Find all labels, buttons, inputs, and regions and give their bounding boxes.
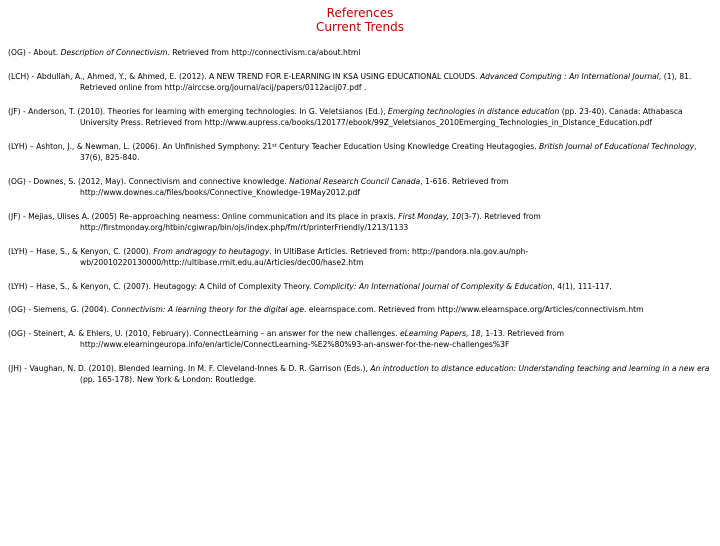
reference-text: (JF) - Mejias, Ulises A. (2005) Re–approaching nearness: Online communication and its place in praxis. — [8, 211, 399, 221]
reference-item — [8, 328, 712, 351]
reference-text: (pp. 23-40). Canada: Athabasca University Press. Retrieved from http://www.aupress.ca/books/120177/ebook/99Z_Veletsianos_2010Emerging_Technologies_in_Distance_Education.pdf — [80, 106, 683, 127]
reference-superscript: st — [272, 142, 277, 149]
reference-title: National Research Council Canada — [289, 176, 421, 186]
reference-text: (LYH) – Hase, S., & Kenyon, C. (2000). — [8, 246, 154, 256]
reference-text: , (1), 81. Retrieved online from http://airccse.org/journal/acij/papers/0112acij07.pdf . — [80, 71, 692, 92]
reference-item — [8, 211, 712, 234]
reference-item — [8, 363, 712, 386]
reference-text: . elearnspace.com. Retrieved from http://www.elearnspace.org/Articles/connectivism.htm — [304, 305, 644, 314]
reference-text: (JF) - Anderson, T. (2010). Theories for learning with emerging technologies. In G. Veletsianos (Ed.), — [8, 106, 388, 116]
reference-title: An introduction to distance education: Understanding teaching and learning in a new era — [370, 363, 710, 373]
reference-text: (pp. 165-178). New York & London: Routledge. — [80, 375, 257, 384]
reference-title: Complicity: An International Journal of Complexity & Education — [313, 281, 553, 291]
reference-title: Advanced Computing : An International Journal — [479, 71, 659, 81]
reference-text: (OG) - Downes, S. (2012, May). Connectivism and connective knowledge. — [8, 176, 290, 186]
reference-item — [8, 47, 712, 59]
reference-text: . Retrieved from http://connectivism.ca/about.html — [167, 48, 361, 57]
reference-item — [8, 141, 712, 164]
reference-text: (OG) - Steinert, A. & Ehlers, U. (2010, February). ConnectLearning – an answer for the new challenges. — [8, 328, 400, 338]
reference-title: First Monday, 10 — [398, 211, 462, 221]
reference-text: (OG) - Siemens, G. (2004). — [8, 305, 112, 314]
reference-text: (3-7). Retrieved from http://firstmonday.org/htbin/cgiwrap/bin/ojs/index.php/fm/rt/printerFriendly/1213/1133 — [80, 211, 541, 232]
reference-item — [8, 246, 712, 269]
reference-title: Description of Connectivism — [60, 48, 168, 57]
reference-title: Connectivism: A learning theory for the digital age — [111, 305, 305, 314]
reference-title: British Journal of Educational Technology — [539, 141, 695, 151]
reference-text: , 1-13. Retrieved from http://www.elearningeuropa.info/en/article/ConnectLearning-%E2%80%93-an-answer-for-the-new-challenges%3F — [80, 328, 565, 349]
page-subtitle: Current Trends — [316, 20, 404, 34]
reference-text: , 4(1), 111-117. — [552, 281, 612, 291]
reference-text: (LYH) – Ashton, J., & Newman, L. (2006). An Unfinished Symphony: 21 — [8, 141, 273, 151]
reference-text: Century Teacher Education Using Knowledge Creating Heutagogies. — [276, 141, 540, 151]
reference-title: eLearning Papers, 18 — [399, 328, 481, 338]
reference-text: (LYH) – Hase, S., & Kenyon, C. (2007). Heutagogy: A Child of Complexity Theory. — [8, 281, 314, 291]
reference-item — [8, 304, 712, 316]
reference-text: (OG) - About. — [8, 48, 61, 57]
reference-text: (JH) - Vaughan, N. D. (2010). Blended learning. In M. F. Cleveland-Innes & D. R. Garrison (Eds.), — [8, 363, 371, 373]
reference-item — [8, 281, 712, 293]
reference-text: (LCH) - Abdullah, A., Ahmed, Y., & Ahmed, E. (2012). A NEW TREND FOR E-LEARNING IN KSA USING EDUCATIONAL CLOUDS. — [8, 71, 480, 81]
reference-item — [8, 106, 712, 129]
reference-text: . In UltiBase Articles. Retrieved from: http://pandora.nla.gov.au/nph-wb/20010220130000/http://ultibase.rmit.edu.au/Articles/dec00/hase2.htm — [80, 246, 529, 267]
page-title: References — [326, 6, 394, 20]
reference-text: , 1-616. Retrieved from http://www.downes.ca/files/books/Connective_Knowledge-19May2012.pdf — [80, 176, 509, 197]
reference-title: Emerging technologies in distance education — [387, 106, 560, 116]
slide — [0, 6, 720, 546]
reference-item — [8, 176, 712, 199]
reference-item — [8, 71, 712, 94]
reference-text: , 37(6), 825-840. — [80, 141, 697, 162]
reference-title: From andragogy to heutagogy — [153, 246, 270, 256]
reference-list — [8, 47, 712, 398]
